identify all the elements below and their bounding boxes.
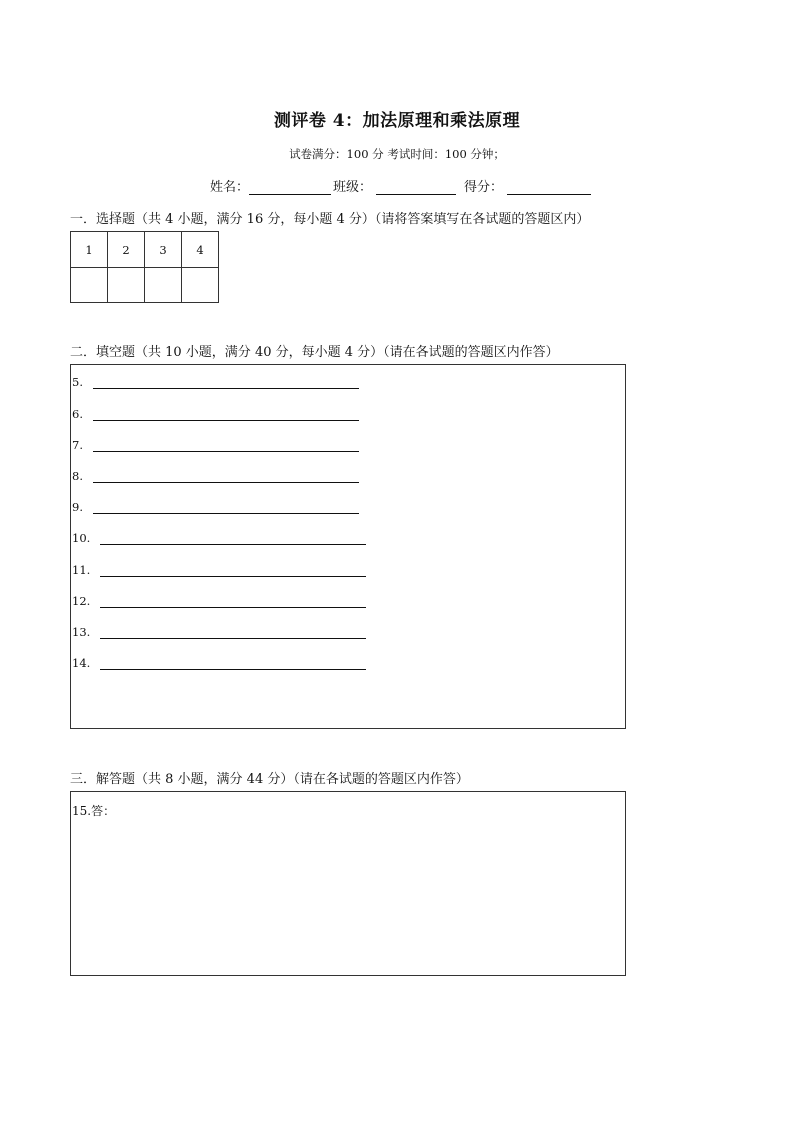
answer-15-label: 15.答： bbox=[72, 804, 116, 818]
item-number: 11. bbox=[72, 563, 91, 577]
name-field[interactable] bbox=[249, 180, 331, 195]
question-number-cell: 3 bbox=[145, 232, 182, 268]
section-fill-heading: 二．填空题（共 10 小题，满分 40 分，每小题 4 分）（请在各试题的答题区内作答） bbox=[70, 345, 559, 360]
answer-line[interactable] bbox=[93, 376, 359, 389]
question-number-cell: 4 bbox=[182, 232, 219, 268]
answer-line[interactable] bbox=[100, 532, 366, 545]
section-choice-heading: 一．选择题（共 4 小题，满分 16 分，每小题 4 分）（请将答案填写在各试题的答题区内） bbox=[70, 212, 590, 227]
choice-answer-table bbox=[70, 231, 219, 303]
item-number: 8. bbox=[72, 469, 83, 483]
score-label: 得分： bbox=[464, 180, 504, 195]
fill-item bbox=[72, 563, 366, 577]
item-number: 7. bbox=[72, 438, 83, 452]
answer-line[interactable] bbox=[93, 439, 359, 452]
answer-cell[interactable] bbox=[145, 268, 182, 303]
item-number: 13. bbox=[72, 625, 91, 639]
question-number-cell: 1 bbox=[71, 232, 108, 268]
answer-line[interactable] bbox=[93, 408, 359, 421]
answer-line[interactable] bbox=[100, 626, 366, 639]
fill-item bbox=[72, 656, 366, 670]
section-solve-heading: 三．解答题（共 8 小题，满分 44 分）（请在各试题的答题区内作答） bbox=[70, 772, 469, 787]
class-field[interactable] bbox=[376, 180, 456, 195]
fill-item bbox=[72, 594, 366, 608]
item-number: 12. bbox=[72, 594, 91, 608]
item-number: 9. bbox=[72, 500, 83, 514]
fill-item bbox=[72, 469, 359, 483]
answer-line[interactable] bbox=[93, 501, 359, 514]
table-header-row bbox=[71, 232, 219, 268]
question-number-cell: 2 bbox=[108, 232, 145, 268]
fill-item bbox=[72, 438, 359, 452]
item-number: 5. bbox=[72, 375, 83, 389]
item-number: 10. bbox=[72, 531, 91, 545]
answer-cell[interactable] bbox=[108, 268, 145, 303]
fill-item bbox=[72, 407, 359, 421]
answer-line[interactable] bbox=[100, 657, 366, 670]
fill-item bbox=[72, 375, 359, 389]
item-number: 6. bbox=[72, 407, 83, 421]
student-info-row bbox=[210, 176, 593, 195]
answer-cell[interactable] bbox=[71, 268, 108, 303]
item-number: 14. bbox=[72, 656, 91, 670]
table-answer-row bbox=[71, 268, 219, 303]
exam-meta: 试卷满分：100 分 考试时间：100 分钟； bbox=[289, 147, 505, 161]
answer-cell[interactable] bbox=[182, 268, 219, 303]
fill-item bbox=[72, 500, 359, 514]
name-label: 姓名： bbox=[210, 180, 250, 195]
solve-answer-box[interactable] bbox=[70, 791, 626, 976]
answer-line[interactable] bbox=[100, 595, 366, 608]
answer-line[interactable] bbox=[93, 470, 359, 483]
fill-item bbox=[72, 625, 366, 639]
fill-item bbox=[72, 531, 366, 545]
class-label: 班级： bbox=[333, 180, 373, 195]
answer-line[interactable] bbox=[100, 564, 366, 577]
page-title: 测评卷 4：加法原理和乘法原理 bbox=[273, 111, 521, 131]
score-field[interactable] bbox=[507, 180, 591, 195]
